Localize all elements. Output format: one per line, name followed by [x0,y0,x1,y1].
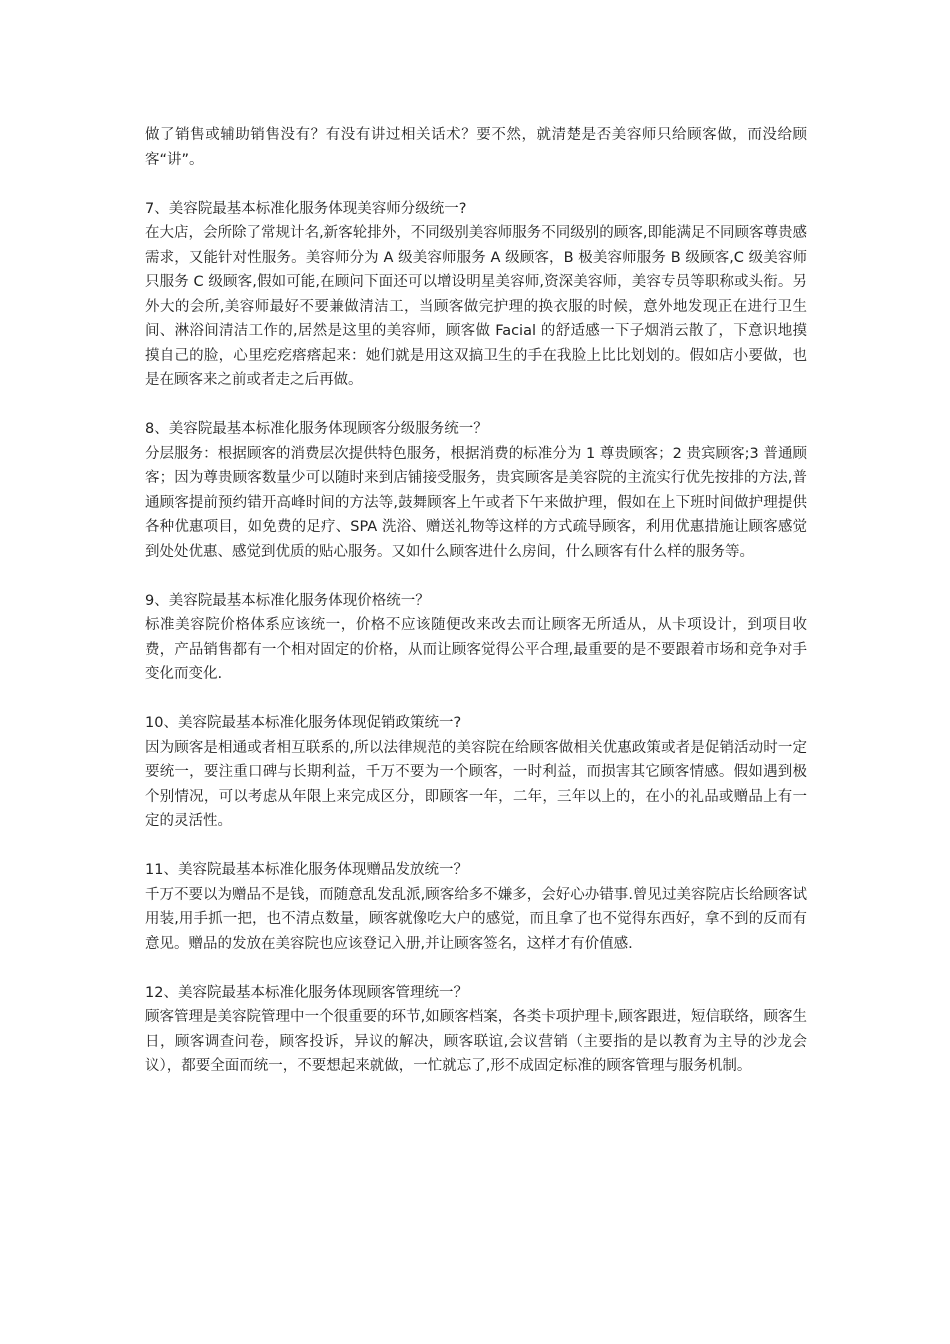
section-title: 10、美容院最基本标准化服务体现促销政策统一? [145,715,462,731]
section-11 [145,858,807,956]
section-12 [145,981,807,1079]
section-title: 11、美容院最基本标准化服务体现赠品发放统一？ [145,862,468,878]
section-9 [145,589,807,687]
section-title: 9、美容院最基本标准化服务体现价格统一？ [145,592,430,609]
section-body: 顾客管理是美容院管理中一个很重要的环节,如顾客档案，各类卡项护理卡,顾客跟进，短信联络，顾客生日，顾客调查问卷，顾客投诉，异议的解决，顾客联谊,会议营销（主要指的是以教育为主导的沙龙会议），都要全面而统一，不要想起来就做，一忙就忘了,形不成固定标准的顾客管理与服务机制。 [145,1009,807,1074]
section-body: 在大店，会所除了常规计名,新客轮排外，不同级别美容师服务不同级别的顾客,即能满足不同顾客尊贵感需求，又能针对性服务。美容师分为 A 级美容师服务 A 级顾客，B 极美容师服务 B 级顾客,C 级美容师只服务 C 级顾客,假如可能,在顾问下面还可以增设明星美容师,资深美容师，美容专员等职称或头衔。另外大的会所,美容师最好不要兼做清洁工，当顾客做完护理的换衣服的时候，意外地发现正在进行卫生间、淋浴间清洁工作的,居然是这里的美容师，顾客做 Facial 的舒适感一下子烟消云散了，下意识地摸摸自己的脸，心里疙疙瘩瘩起来：她们就是用这双搞卫生的手在我脸上比比划划的。假如店小要做，也是在顾客来之前或者走之后再做。 [145,225,807,388]
section-body: 分层服务：根据顾客的消费层次提供特色服务，根据消费的标准分为 1 尊贵顾客；2 贵宾顾客;3 普通顾客；因为尊贵顾客数量少可以随时来到店铺接受服务，贵宾顾客是美容院的主流实行优先按排的方法,普通顾客提前预约错开高峰时间的方法等,鼓舞顾客上午或者下午来做护理，假如在上下班时间做护理提供各种优惠项目，如免费的足疗、SPA 洗浴、赠送礼物等这样的方式疏导顾客，利用优惠措施让顾客感觉到处处优惠、感觉到优质的贴心服务。又如什么顾客进什么房间，什么顾客有什么样的服务等。 [145,445,807,560]
section-title: 12、美容院最基本标准化服务体现顾客管理统一？ [145,984,468,1001]
section-title: 8、美容院最基本标准化服务体现顾客分级服务统一？ [145,421,488,437]
section-body: 因为顾客是相通或者相互联系的,所以法律规范的美容院在给顾客做相关优惠政策或者是促销活动时一定要统一，要注重口碑与长期利益，千万不要为一个顾客，一时利益，而损害其它顾客情感。假如遇到极个别情况，可以考虑从年限上来完成区分，即顾客一年，二年，三年以上的，在小的礼品或赠品上有一定的灵活性。 [145,739,807,829]
section-title: 7、美容院最基本标准化服务体现美容师分级统一? [145,200,467,217]
section-8 [145,417,807,564]
section-body: 标准美容院价格体系应该统一，价格不应该随便改来改去而让顾客无所适从，从卡项设计，到项目收费，产品销售都有一个相对固定的价格，从而让顾客觉得公平合理,最重要的是不要跟着市场和竞争对手变化而变化. [145,617,807,682]
section-7 [145,197,807,393]
intro-paragraph: 做了销售或辅助销售没有？有没有讲过相关话术？要不然，就清楚是否美容师只给顾客做，而没给顾客“讲”。 [145,127,807,168]
section-10 [145,711,807,834]
document-page [145,123,807,1079]
section-body: 千万不要以为赠品不是钱，而随意乱发乱派,顾客给多不嫌多，会好心办错事.曾见过美容院店长给顾客试用装,用手抓一把，也不清点数量，顾客就像吃大户的感觉，而且拿了也不觉得东西好，拿不到的反而有意见。赠品的发放在美容院也应该登记入册,并让顾客签名，这样才有价值感. [145,886,807,952]
